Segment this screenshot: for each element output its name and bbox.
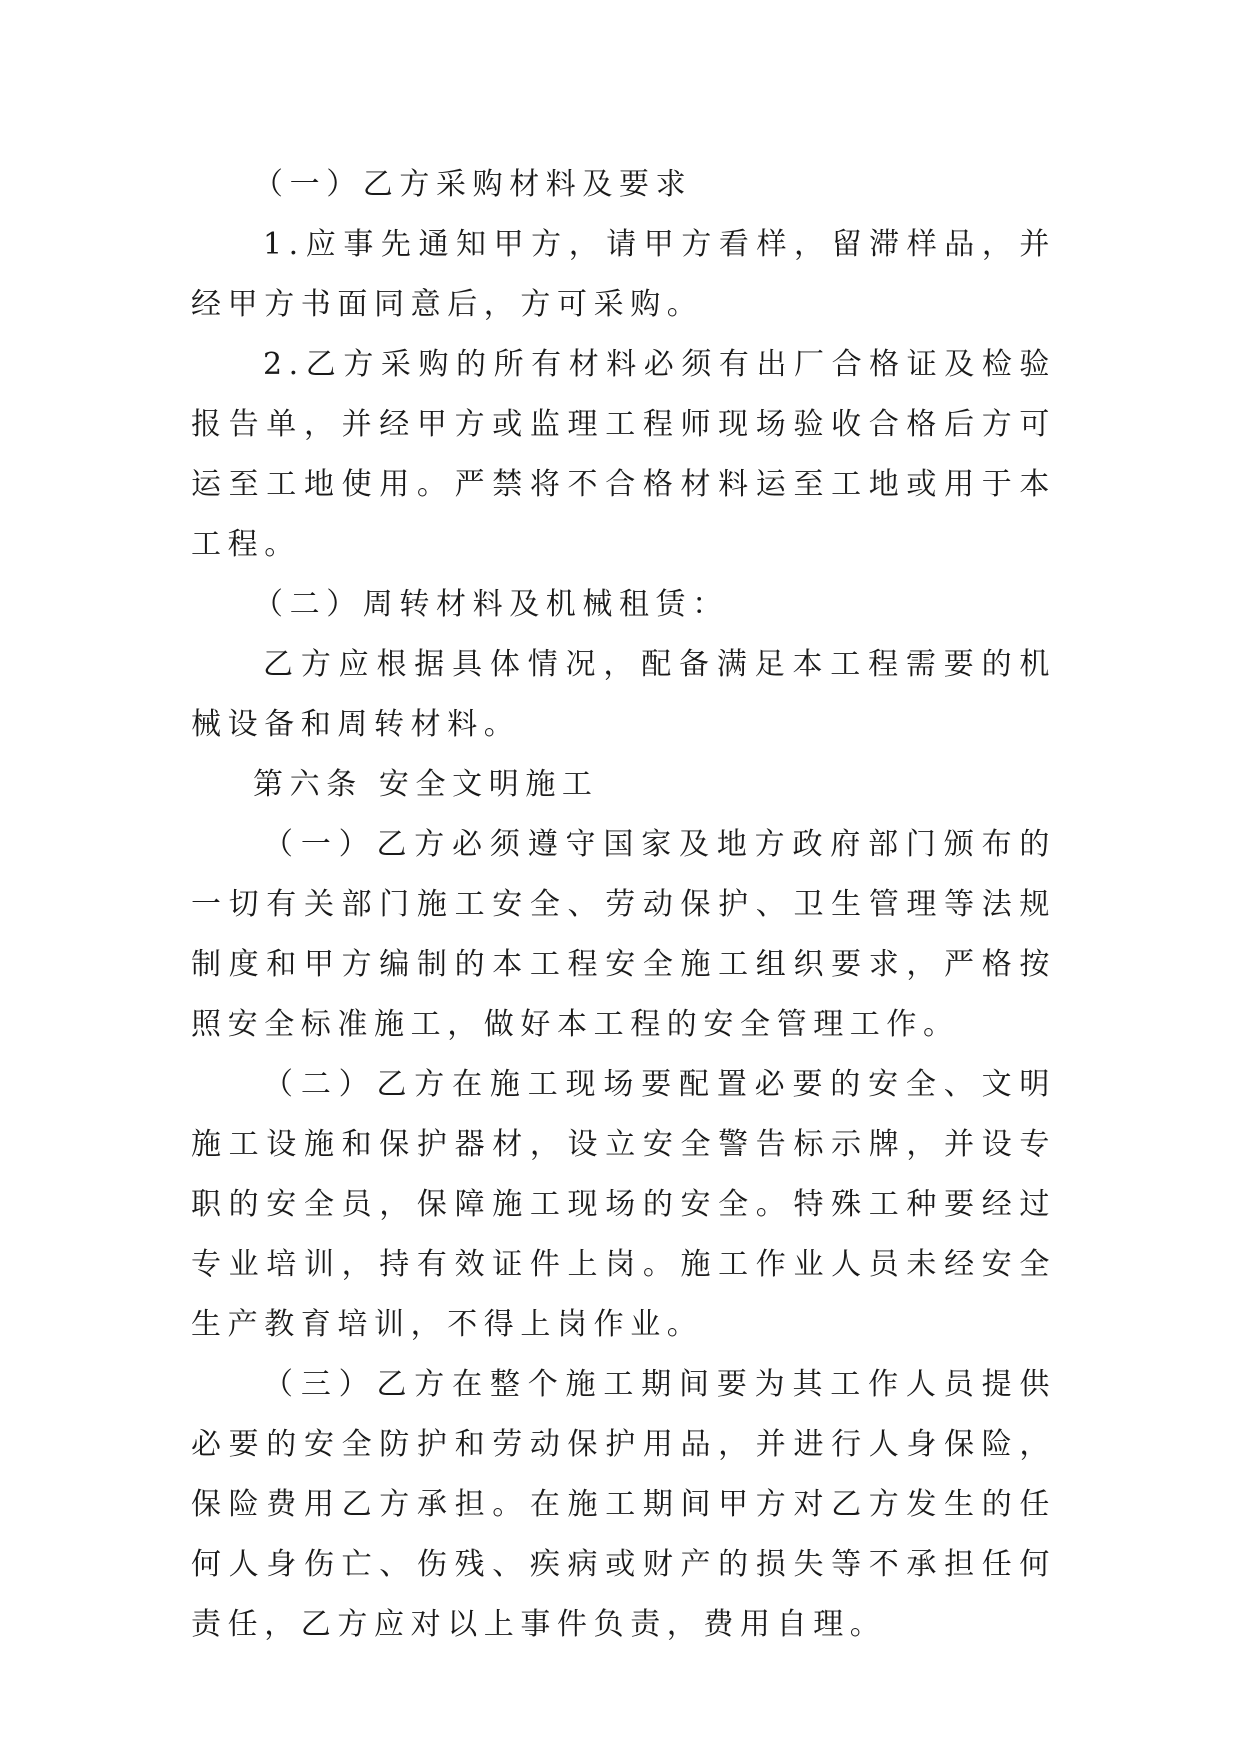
paragraph-safety-3: （三）乙方在整个施工期间要为其工作人员提供必要的安全防护和劳动保护用品，并进行人身保险，保险费用乙方承担。在施工期间甲方对乙方发生的任何人身伤亡、伤残、疾病或财产的损失等不承担任何责任，乙方应对以上事件负责，费用自理。 <box>191 1367 1056 1642</box>
paragraph-turnover-materials-heading: （二）周转材料及机械租赁： <box>253 587 729 622</box>
paragraph-safety-2: （二）乙方在施工现场要配置必要的安全、文明施工设施和保护器材，设立安全警告标示牌，并设专职的安全员，保障施工现场的安全。特殊工种要经过专业培训，持有效证件上岗。施工作业人员未经安全生产教育培训，不得上岗作业。 <box>191 1067 1056 1342</box>
paragraph-safety-1: （一）乙方必须遵守国家及地方政府部门颁布的一切有关部门施工安全、劳动保护、卫生管理等法规制度和甲方编制的本工程安全施工组织要求，严格按照安全标准施工，做好本工程的安全管理工作。 <box>191 827 1056 1042</box>
article-six-heading: 第六条 安全文明施工 <box>253 767 599 802</box>
document-body <box>191 155 1056 1655</box>
paragraph-item-1: 1.应事先通知甲方，请甲方看样，留滞样品，并经甲方书面同意后，方可采购。 <box>191 227 1056 322</box>
paragraph-materials-procurement-heading: （一）乙方采购材料及要求 <box>253 167 693 202</box>
paragraph-equipment: 乙方应根据具体情况，配备满足本工程需要的机械设备和周转材料。 <box>191 647 1056 742</box>
paragraph-item-2: 2.乙方采购的所有材料必须有出厂合格证及检验报告单，并经甲方或监理工程师现场验收合格后方可运至工地使用。严禁将不合格材料运至工地或用于本工程。 <box>191 347 1056 562</box>
